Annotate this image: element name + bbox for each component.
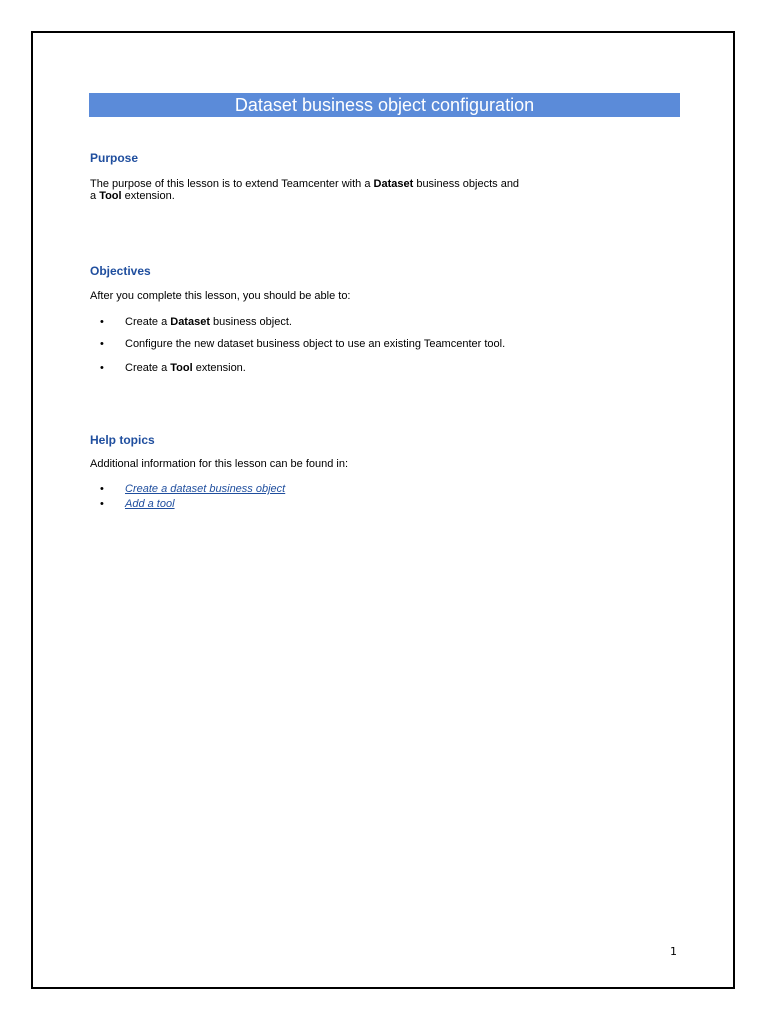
purpose-text: The purpose of this lesson is to extend Teamcenter with a — [90, 178, 374, 190]
page-number: 1 — [670, 945, 677, 958]
bullet-icon: • — [100, 362, 104, 374]
objective-bold-term: Tool — [170, 362, 193, 374]
objective-text: Create a — [125, 316, 171, 328]
purpose-text: business objects and — [413, 178, 520, 190]
objectives-intro: After you complete this lesson, you should be able to: — [90, 290, 351, 302]
purpose-line-1 — [90, 178, 610, 190]
objective-text: Create a — [125, 362, 171, 374]
bullet-icon: • — [100, 498, 104, 510]
bullet-icon: • — [100, 316, 104, 328]
tool-bold-term: Tool — [99, 190, 122, 202]
add-tool-link[interactable]: Add a tool — [125, 498, 175, 510]
bullet-icon: • — [100, 483, 104, 495]
objective-bold-term: Dataset — [170, 316, 210, 328]
bullet-icon: • — [100, 338, 104, 350]
purpose-text: extension. — [121, 190, 175, 202]
help-intro: Additional information for this lesson can be found in: — [90, 458, 349, 470]
help-topics-heading: Help topics — [90, 433, 155, 447]
dataset-bold-term: Dataset — [373, 178, 414, 190]
purpose-line-2 — [90, 190, 610, 202]
purpose-heading: Purpose — [90, 151, 139, 165]
objectives-heading: Objectives — [90, 264, 151, 278]
page-frame — [31, 31, 735, 989]
purpose-paragraph — [90, 178, 610, 202]
objective-text: extension. — [192, 362, 246, 374]
list-item — [100, 362, 246, 375]
list-item — [100, 338, 505, 351]
list-item — [100, 483, 285, 495]
list-item — [100, 498, 175, 510]
objective-text: business object. — [210, 316, 292, 328]
list-item — [100, 316, 292, 329]
create-dataset-link[interactable]: Create a dataset business object — [125, 483, 286, 495]
document-title: Dataset business object configuration — [89, 93, 680, 117]
objective-text: Configure the new dataset business object to use an existing Teamcenter tool. — [125, 338, 506, 350]
purpose-text: a — [90, 190, 100, 202]
